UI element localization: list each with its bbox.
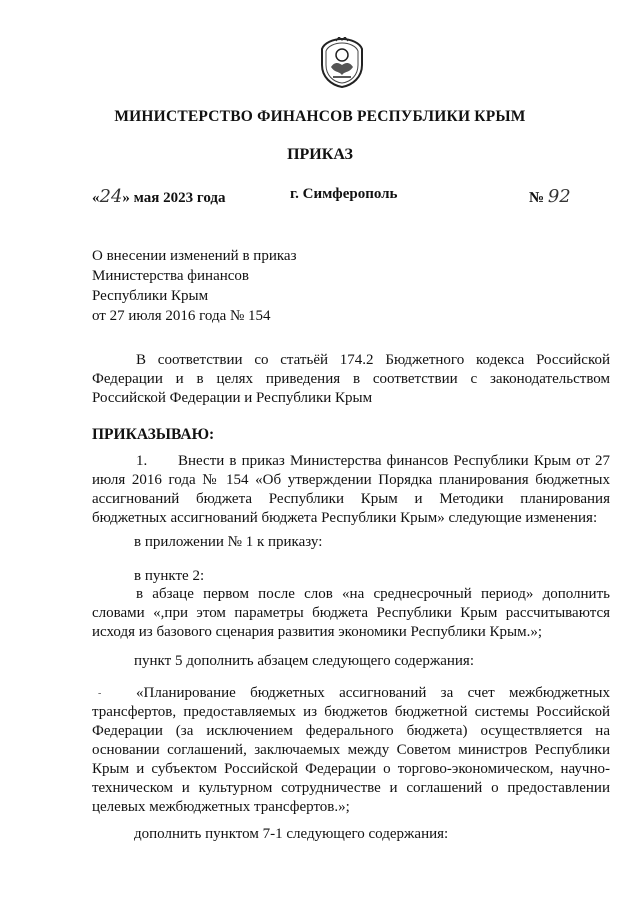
- subject-line: Республики Крым: [92, 288, 209, 304]
- order-subject: [92, 246, 297, 326]
- document-type: ПРИКАЗ: [287, 146, 353, 163]
- city: г. Симферополь: [290, 186, 398, 202]
- order-number: [529, 186, 571, 207]
- preamble-paragraph: В соответствии со статьёй 174.2 Бюджетного кодекса Российской Федерации и в целях приведения в соответствии с законодательством Российской Федерации и Республики Крым: [92, 352, 610, 406]
- date-open-quote: «: [92, 190, 100, 206]
- point-5-line: пункт 5 дополнить абзацем следующего содержания:: [134, 653, 474, 669]
- ministry-name: МИНИСТЕРСТВО ФИНАНСОВ РЕСПУБЛИКИ КРЫМ: [114, 108, 526, 125]
- item-1-paragraph: 1. Внести в приказ Министерства финансов Республики Крым от 27 июля 2016 года № 154 «Об утверждении Порядка планирования бюджетных ассигнований бюджета Республики Крым и Методики планирования бюджетных ассигнований бюджета Республики Крым» следующие изменения:: [92, 453, 610, 526]
- date-month-year: » мая 2023 года: [122, 190, 226, 206]
- margin-tick: -: [98, 688, 102, 699]
- appendix-line: в приложении № 1 к приказу:: [134, 534, 323, 550]
- subject-line: О внесении изменений в приказ: [92, 248, 297, 264]
- order-date: [92, 186, 225, 207]
- number-label: №: [529, 190, 545, 206]
- subject-line: от 27 июля 2016 года № 154: [92, 308, 271, 324]
- point-2-paragraph: в абзаце первом после слов «на среднесрочный период» дополнить словами «,при этом параметры бюджета Республики Крым рассчитываются исходя из базового сценария развития экономики Республики Крым.»;: [92, 586, 610, 640]
- subject-line: Министерства финансов: [92, 268, 249, 284]
- order-word: ПРИКАЗЫВАЮ:: [92, 426, 215, 443]
- point-2-line: в пункте 2:: [134, 568, 205, 584]
- coat-of-arms-icon: [319, 37, 365, 89]
- number-handwritten: 92: [547, 186, 571, 207]
- date-day-handwritten: 24: [99, 186, 123, 207]
- point-7-1-line: дополнить пунктом 7-1 следующего содержания:: [134, 826, 449, 842]
- quoted-paragraph: «Планирование бюджетных ассигнований за счет межбюджетных трансфертов, предоставляемых из бюджетов бюджетной системы Российской Федерации (за исключением федерального бюджета) осуществляется на основании соглашений, заключаемых между Советом министров Республики Крым и субъектом Российской Федерации о торгово-экономическом, научно-техническом и культурном сотрудничестве и соглашений о предоставлении целевых межбюджетных трансфертов.»;: [92, 685, 610, 815]
